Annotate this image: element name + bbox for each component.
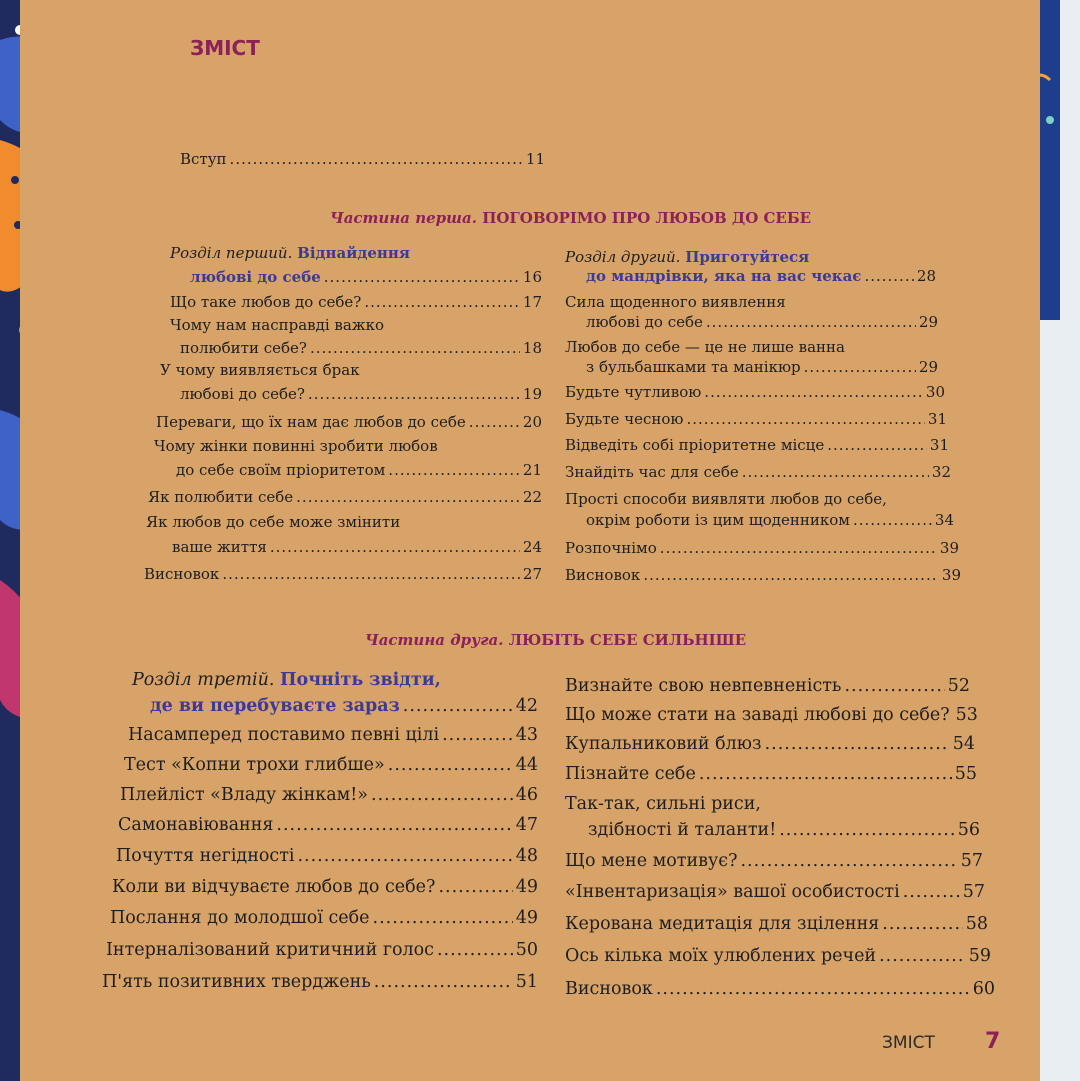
toc-entry: Керована медитація для зцілення ..... 58 (565, 914, 988, 934)
toc-entry: Висновок ..... 60 (565, 979, 995, 999)
toc-entry: Ось кілька моїх улюблених речей ..... 59 (565, 946, 991, 966)
toc-entry-line1: Так-так, сильні риси, (565, 794, 761, 814)
toc-entry: любові до себе? ..... 19 (180, 385, 542, 403)
chapter-three-heading: Розділ третій. Почніть звідти, (132, 670, 441, 690)
toc-entry: Послання до молодшої себе ..... 49 (110, 908, 538, 928)
toc-entry: Що мене мотивує? ..... 57 (565, 851, 983, 871)
toc-entry-chapter-two: до мандрівки, яка на вас чекає ..... 28 (586, 267, 936, 285)
toc-entry: «Інвентаризація» вашої особистості ..... 57 (565, 882, 985, 902)
toc-entry: Визнайте свою невпевненість ..... 52 (565, 676, 970, 696)
toc-entry: окрім роботи із цим щоденником ..... 34 (586, 511, 954, 529)
toc-entry: Насамперед поставимо певні цілі ..... 43 (128, 725, 538, 745)
toc-entry: Переваги, що їх нам дає любов до себе ..... 20 (156, 413, 542, 431)
toc-entry: Висновок ..... 39 (565, 566, 961, 584)
part-one-heading: Частина перша. ПОГОВОРІМО ПРО ЛЮБОВ ДО СЕБЕ (330, 209, 812, 227)
toc-entry: Тест «Копни трохи глибше» ..... 44 (124, 755, 538, 775)
toc-entry: Що може стати на заваді любові до себе? 53 (565, 705, 978, 725)
toc-entry-intro: Вступ ..... 11 (180, 150, 545, 168)
toc-entry-chapter-three: де ви перебуваєте зараз ..... 42 (150, 696, 538, 716)
toc-entry: з бульбашками та манікюр ..... 29 (586, 358, 938, 376)
toc-entry-chapter-one: любові до себе ..... 16 (190, 268, 542, 286)
toc-entry: Як полюбити себе ..... 22 (148, 488, 542, 506)
toc-entry: Коли ви відчуваєте любов до себе? ..... 49 (112, 877, 538, 897)
toc-entry-line1: У чому виявляється брак (160, 361, 360, 379)
toc-entry: П'ять позитивних тверджень ..... 51 (102, 972, 538, 992)
toc-entry: ваше життя ..... 24 (172, 538, 542, 556)
toc-entry: Розпочнімо ..... 39 (565, 539, 959, 557)
toc-entry-line1: Любов до себе — це не лише ванна (565, 338, 845, 356)
toc-entry: Що таке любов до себе? ..... 17 (170, 293, 542, 311)
toc-entry-line1: Прості способи виявляти любов до себе, (565, 490, 887, 508)
book-page (20, 0, 1040, 1081)
toc-entry: Інтерналізований критичний голос ..... 50 (106, 940, 538, 960)
toc-entry-line1: Як любов до себе може змінити (146, 513, 401, 531)
page-title: ЗМІСТ (190, 36, 260, 60)
footer-section-label: ЗМІСТ (882, 1033, 935, 1053)
toc-entry: до себе своїм пріоритетом ..... 21 (176, 461, 542, 479)
toc-entry: Почуття негідності ..... 48 (116, 846, 538, 866)
page-number: 7 (985, 1029, 1001, 1054)
toc-entry: Висновок ..... 27 (144, 565, 542, 583)
chapter-two-heading: Розділ другий. Приготуйтеся (565, 248, 810, 266)
part-two-heading: Частина друга. ЛЮБІТЬ СЕБЕ СИЛЬНІШЕ (365, 631, 747, 649)
toc-entry: Будьте чесною ..... 31 (565, 410, 947, 428)
toc-entry: Пізнайте себе ..... 55 (565, 764, 977, 784)
toc-entry: здібності й таланти! ..... 56 (588, 820, 980, 840)
toc-entry: Плейліст «Владу жінкам!» ..... 46 (120, 785, 538, 805)
toc-entry: Відведіть собі пріоритетне місце ..... 31 (565, 436, 949, 454)
toc-entry-line1: Сила щоденного виявлення (565, 293, 786, 311)
toc-entry: любові до себе ..... 29 (586, 313, 938, 331)
toc-entry-line1: Чому нам насправді важко (170, 316, 384, 334)
toc-entry: полюбити себе? ..... 18 (180, 339, 542, 357)
toc-entry: Самонавіювання ..... 47 (118, 815, 538, 835)
toc-entry: Знайдіть час для себе ..... 32 (565, 463, 951, 481)
toc-entry: Купальниковий блюз ..... 54 (565, 734, 975, 754)
chapter-one-heading: Розділ перший. Віднайдення (170, 244, 410, 262)
toc-entry: Будьте чутливою ..... 30 (565, 383, 945, 401)
toc-entry-line1: Чому жінки повинні зробити любов (154, 437, 438, 455)
